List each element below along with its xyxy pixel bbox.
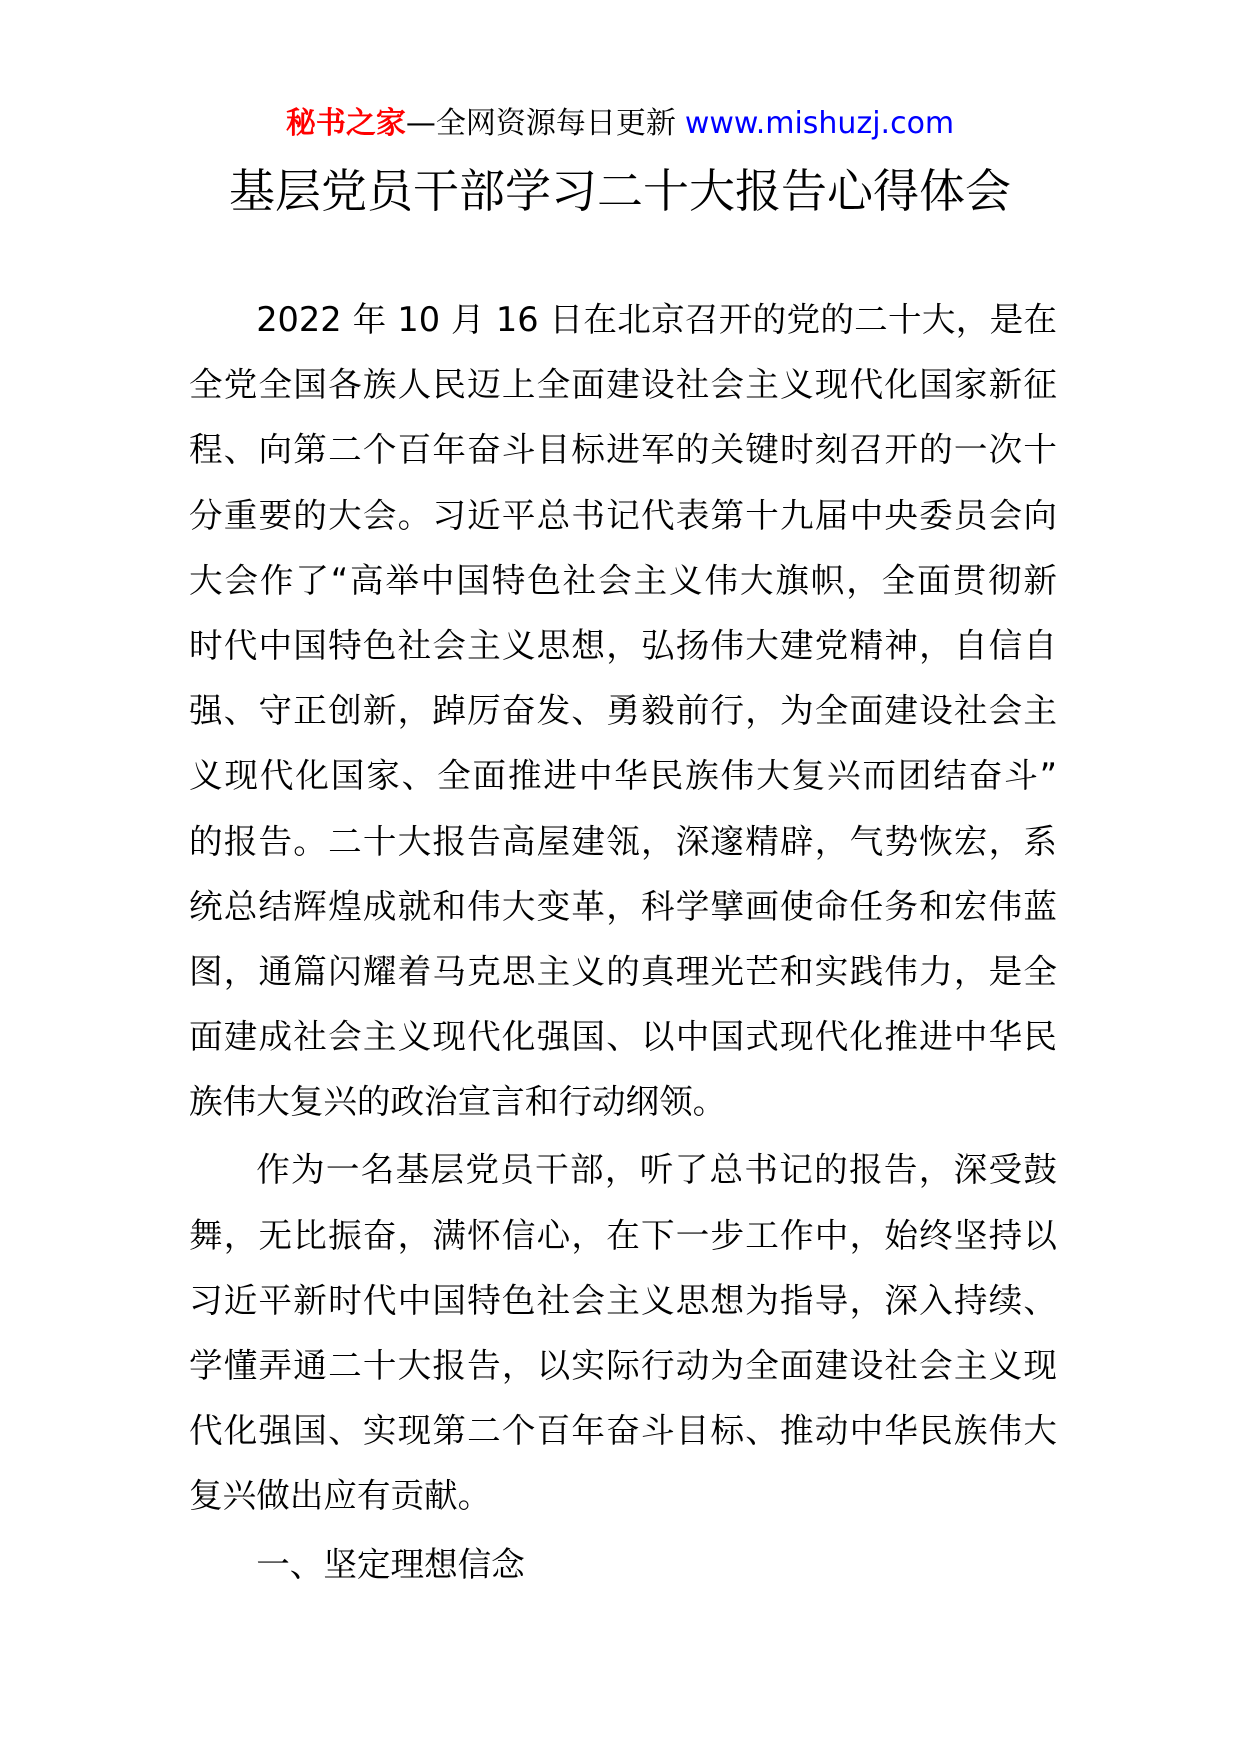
body-line: 全党全国各族人民迈上全面建设社会主义现代化国家新征 bbox=[189, 365, 1057, 405]
document-title: 基层党员干部学习二十大报告心得体会 bbox=[229, 164, 1011, 218]
body-line: 面建成社会主义现代化强国、以中国式现代化推进中华民 bbox=[189, 1017, 1057, 1057]
body-line: 图，通篇闪耀着马克思主义的真理光芒和实践伟力，是全 bbox=[189, 951, 1057, 991]
section-heading: 一、坚定理想信念 bbox=[256, 1544, 525, 1584]
body-line: 分重要的大会。习近平总书记代表第十九届中央委员会向 bbox=[189, 495, 1057, 535]
body-line: 程、向第二个百年奋斗目标进军的关键时刻召开的一次十 bbox=[189, 430, 1057, 470]
body-line: 习近平新时代中国特色社会主义思想为指导，深入持续、 bbox=[189, 1280, 1057, 1320]
site-url-link[interactable]: www.mishuzj.com bbox=[684, 106, 955, 141]
body-line: 2022 年 10 月 16 日在北京召开的党的二十大，是在 bbox=[256, 300, 1057, 339]
brand-name: 秘书之家 bbox=[285, 106, 406, 141]
body-line: 强、守正创新，踔厉奋发、勇毅前行，为全面建设社会主 bbox=[189, 691, 1057, 731]
body-line: 舞，无比振奋，满怀信心，在下一步工作中，始终坚持以 bbox=[189, 1215, 1057, 1255]
body-line: 的报告。二十大报告高屋建瓴，深邃精辟，气势恢宏，系 bbox=[189, 821, 1057, 861]
body-line: 学懂弄通二十大报告，以实际行动为全面建设社会主义现 bbox=[189, 1346, 1057, 1385]
document-body bbox=[189, 287, 1057, 1597]
body-line: 义现代化国家、全面推进中华民族伟大复兴而团结奋斗” bbox=[189, 756, 1057, 796]
body-line: 复兴做出应有贡献。 bbox=[189, 1476, 492, 1516]
body-line: 时代中国特色社会主义思想，弘扬伟大建党精神，自信自 bbox=[189, 625, 1057, 665]
body-line: 大会作了“高举中国特色社会主义伟大旗帜，全面贯彻新 bbox=[189, 560, 1057, 600]
body-line: 代化强国、实现第二个百年奋斗目标、推动中华民族伟大 bbox=[189, 1411, 1057, 1451]
body-line: 统总结辉煌成就和伟大变革，科学擘画使命任务和宏伟蓝 bbox=[189, 886, 1057, 926]
body-paragraph bbox=[189, 1137, 1057, 1528]
body-paragraph bbox=[189, 287, 1057, 1134]
site-header bbox=[0, 100, 1240, 148]
body-line: 作为一名基层党员干部，听了总书记的报告，深受鼓 bbox=[256, 1150, 1057, 1190]
body-line: 族伟大复兴的政治宣言和行动纲领。 bbox=[189, 1082, 727, 1122]
header-tagline: —全网资源每日更新 bbox=[405, 106, 676, 141]
